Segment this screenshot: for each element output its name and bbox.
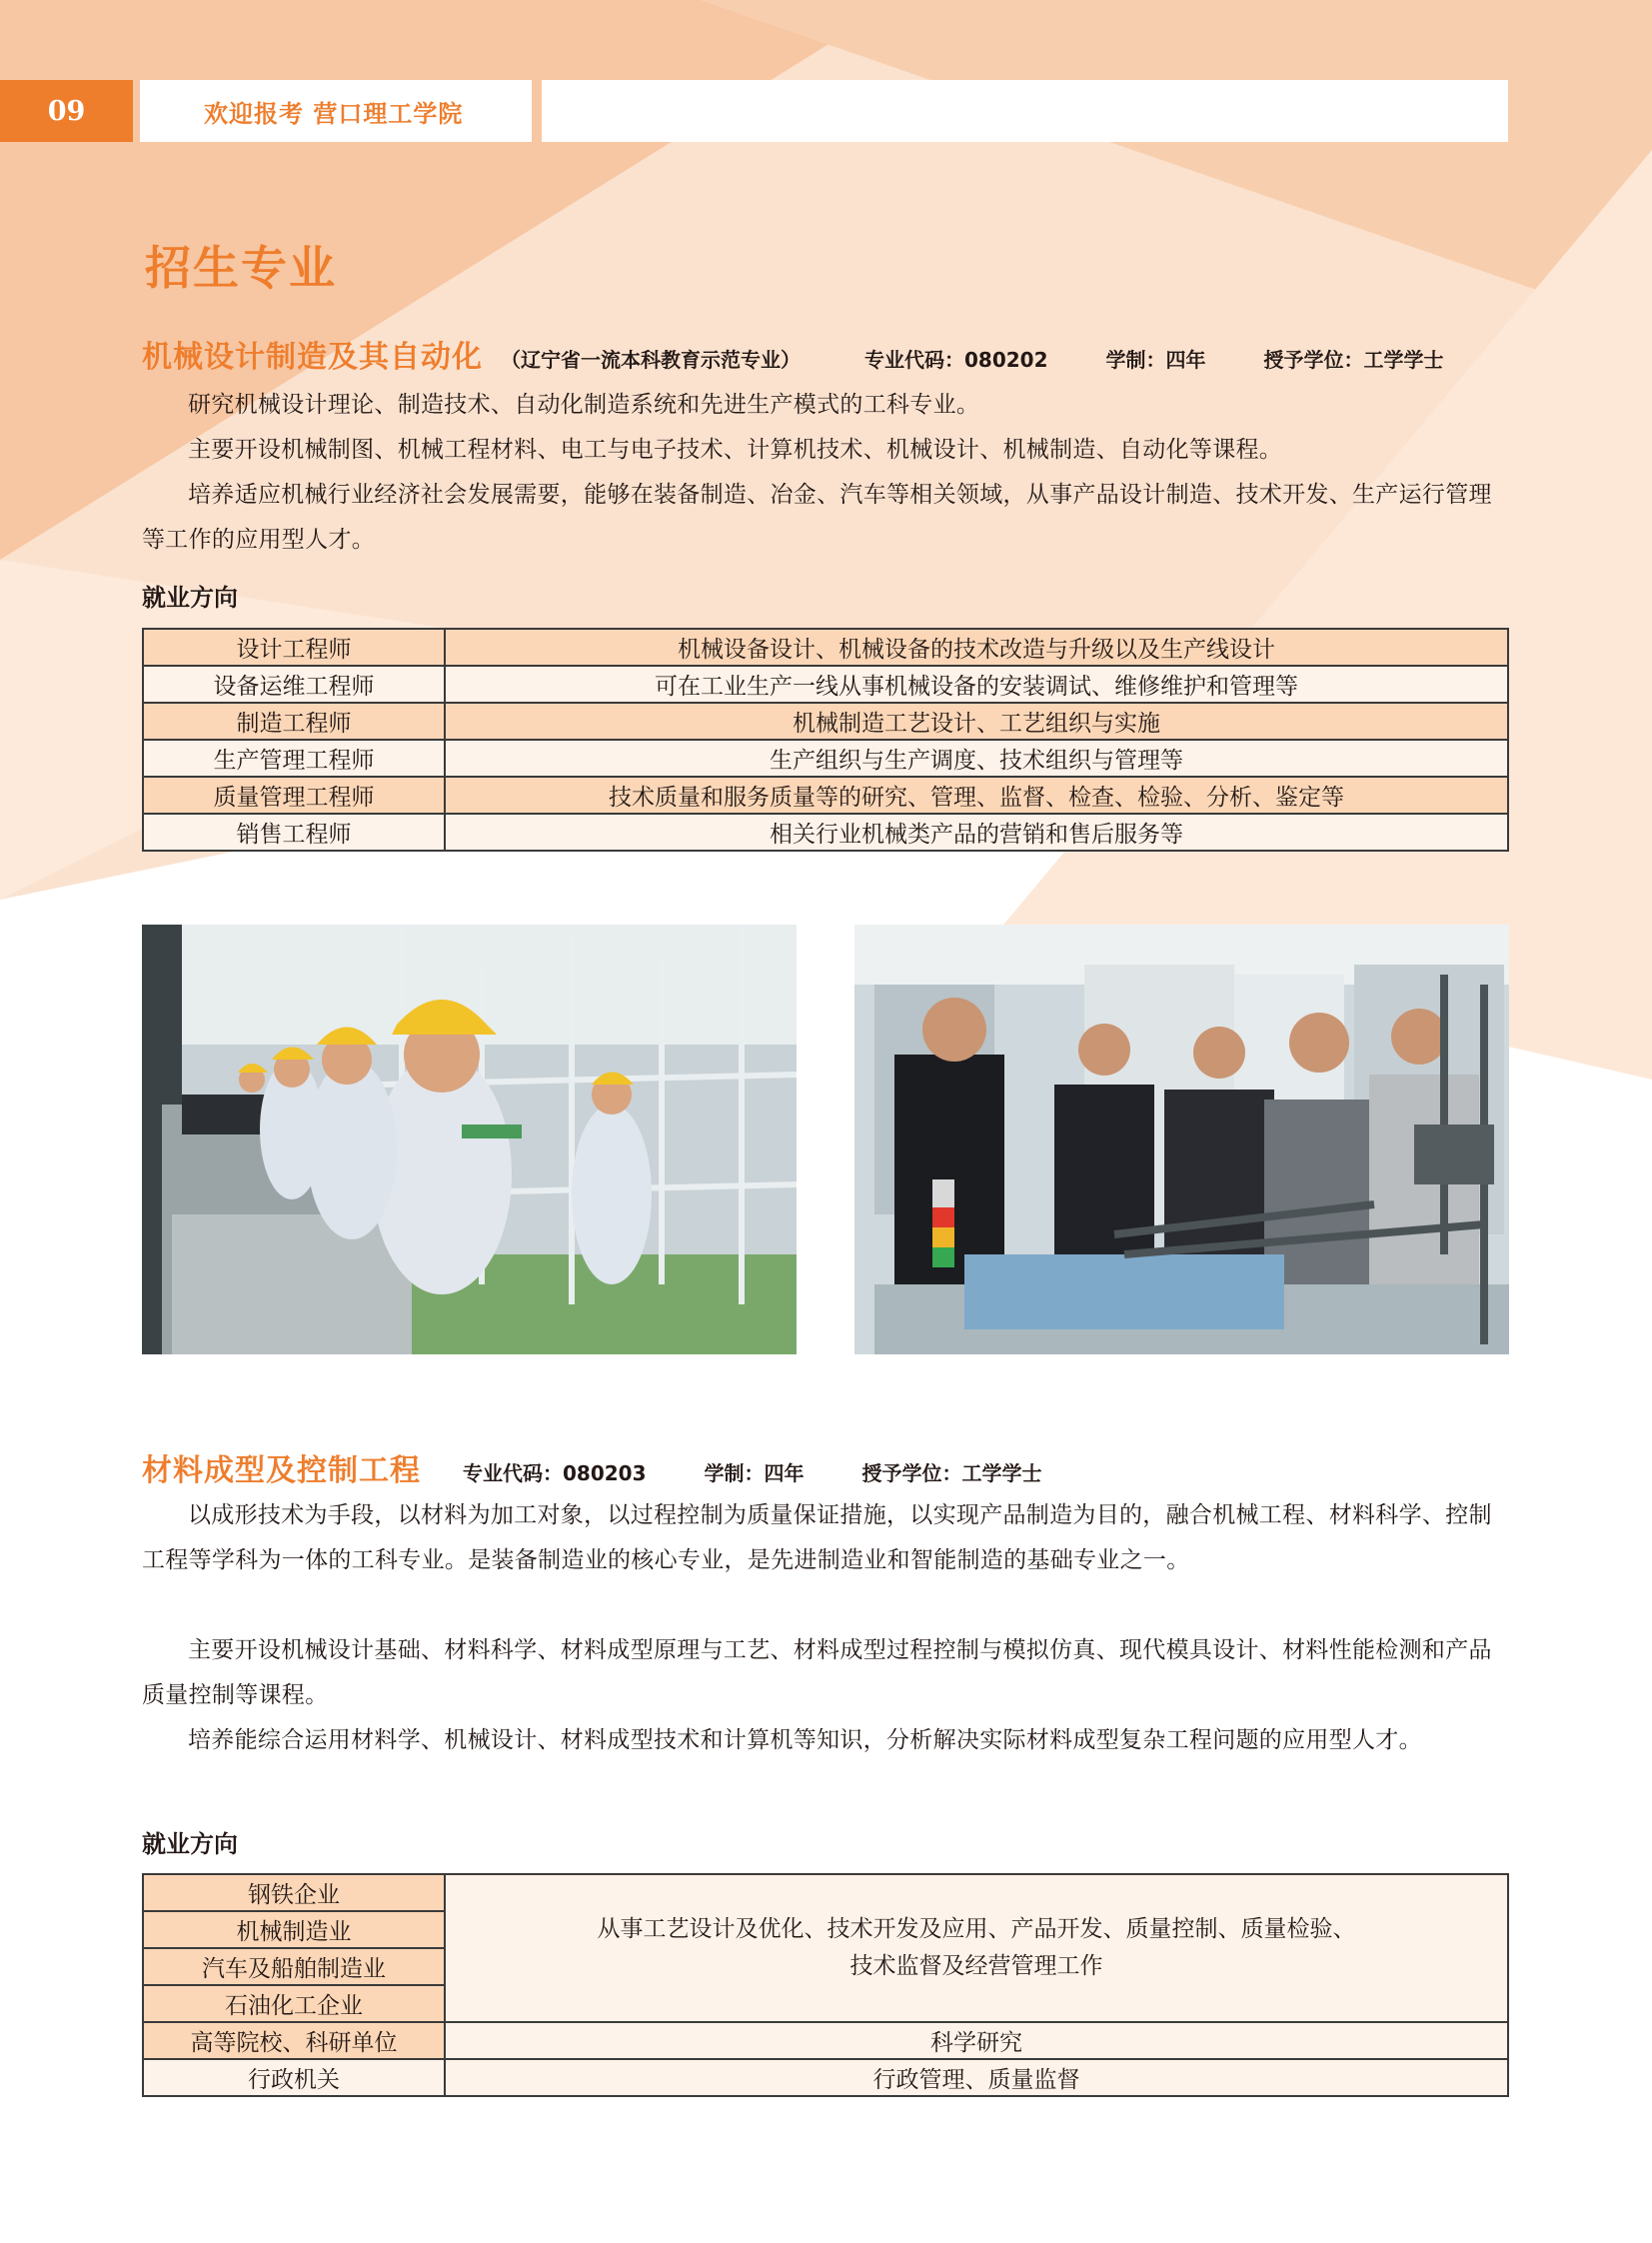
job-role: 销售工程师 [143,814,445,851]
major1-code: 专业代码：080202 [864,348,1048,372]
major2-code: 专业代码：080203 [463,1461,647,1485]
job-role: 机械制造业 [143,1911,445,1948]
job-desc: 科学研究 [445,2022,1508,2059]
job-desc-merged [445,1874,1508,2022]
job-role: 生产管理工程师 [143,740,445,777]
table-row [143,740,1508,777]
major1-paragraph: 培养适应机械行业经济社会发展需要，能够在装备制造、冶金、汽车等相关领域，从事产品设计制造、技术开发、生产运行管理等工作的应用型人才。 [142,482,1492,553]
major2-jobs-table [142,1873,1509,2097]
table-row [143,1874,1508,1911]
major2-jobs-title: 就业方向 [142,1830,238,1858]
table-row [143,2022,1508,2059]
job-desc: 技术质量和服务质量等的研究、管理、监督、检查、检验、分析、鉴定等 [445,777,1508,814]
major2-paragraph: 主要开设机械设计基础、材料科学、材料成型原理与工艺、材料成型过程控制与模拟仿真、现代模具设计、材料性能检测和产品质量控制等课程。 [142,1637,1492,1708]
major1-tag: （辽宁省一流本科教育示范专业） [501,348,801,372]
major1-jobs-table [142,628,1509,852]
job-role: 制造工程师 [143,703,445,740]
photo-factory-workers [142,925,797,1354]
job-role: 汽车及船舶制造业 [143,1948,445,1985]
job-role: 行政机关 [143,2059,445,2096]
job-desc: 生产组织与生产调度、技术组织与管理等 [445,740,1508,777]
major2-degree: 授予学位：工学学士 [861,1461,1042,1485]
major2-paragraph: 培养能综合运用材料学、机械设计、材料成型技术和计算机等知识，分析解决实际材料成型复杂工程问题的应用型人才。 [188,1727,1422,1753]
job-role: 石油化工企业 [143,1985,445,2022]
header-blank-bar [542,80,1508,142]
job-desc: 行政管理、质量监督 [445,2059,1508,2096]
job-role: 钢铁企业 [143,1874,445,1911]
table-row [143,814,1508,851]
photo-students-lab [854,925,1509,1354]
major1-jobs-title: 就业方向 [142,584,238,612]
major2-paragraph: 以成形技术为手段，以材料为加工对象，以过程控制为质量保证措施，以实现产品制造为目的，融合机械工程、材料科学、控制工程等学科为一体的工科专业。是装备制造业的核心专业，是先进制造业和智能制造的基础专业之一。 [142,1502,1492,1573]
major1-degree: 授予学位：工学学士 [1263,348,1444,372]
table-row [143,2059,1508,2096]
major1-duration: 学制：四年 [1105,348,1206,372]
table-row [143,666,1508,703]
job-role: 设备运维工程师 [143,666,445,703]
page-number: 09 [0,80,133,142]
table-row [143,777,1508,814]
job-role: 质量管理工程师 [143,777,445,814]
job-desc: 机械设备设计、机械设备的技术改造与升级以及生产线设计 [445,629,1508,666]
major1-paragraph: 研究机械设计理论、制造技术、自动化制造系统和先进生产模式的工科专业。 [188,392,980,418]
header-title: 欢迎报考 营口理工学院 [140,80,532,142]
major2-duration: 学制：四年 [704,1461,805,1485]
job-desc-line: 从事工艺设计及优化、技术开发及应用、产品开发、质量控制、质量检验、 [597,1916,1356,1942]
job-desc-line: 技术监督及经营管理工作 [849,1953,1103,1979]
table-row [143,629,1508,666]
job-desc: 相关行业机械类产品的营销和售后服务等 [445,814,1508,851]
section-title: 招生专业 [145,241,337,295]
major1-heading [142,332,1444,376]
major2-heading [142,1445,1042,1489]
major2-name: 材料成型及控制工程 [142,1453,421,1488]
table-row [143,703,1508,740]
job-role: 设计工程师 [143,629,445,666]
job-role: 高等院校、科研单位 [143,2022,445,2059]
job-desc: 可在工业生产一线从事机械设备的安装调试、维修维护和管理等 [445,666,1508,703]
major1-paragraph: 主要开设机械制图、机械工程材料、电工与电子技术、计算机技术、机械设计、机械制造、自动化等课程。 [188,437,1283,463]
job-desc: 机械制造工艺设计、工艺组织与实施 [445,703,1508,740]
major1-name: 机械设计制造及其自动化 [142,340,483,375]
